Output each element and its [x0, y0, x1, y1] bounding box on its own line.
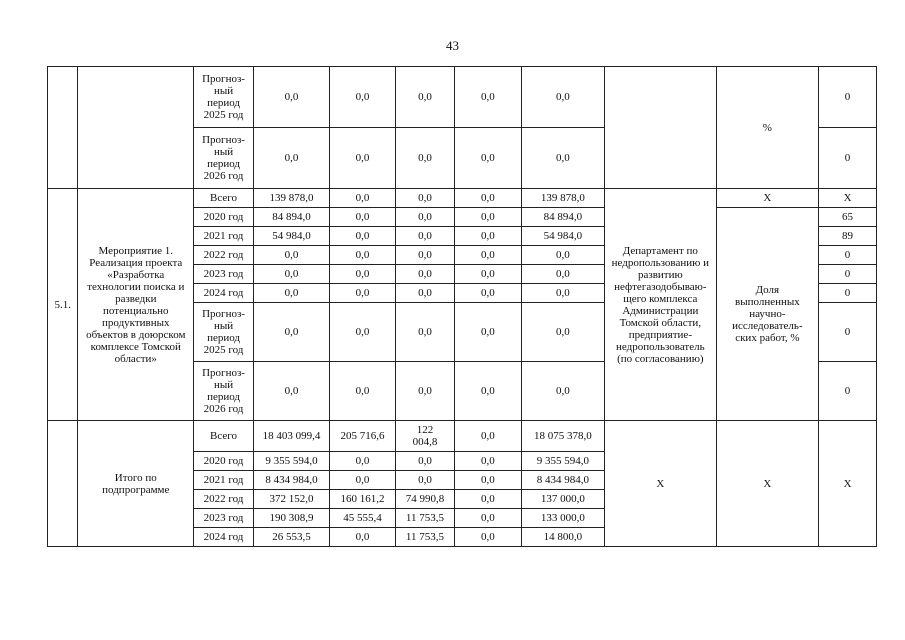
amount-local: 0,0 — [454, 227, 521, 246]
amount-regional: 0,0 — [396, 452, 455, 471]
amount-total: 0,0 — [253, 67, 329, 128]
period-label: 2020 год — [194, 208, 254, 227]
amount-extrabudget: 0,0 — [521, 362, 604, 421]
amount-local: 0,0 — [454, 67, 521, 128]
amount-regional: 0,0 — [396, 284, 455, 303]
period-label: 2024 год — [194, 528, 254, 547]
amount-extrabudget: 0,0 — [521, 265, 604, 284]
period-label: 2021 год — [194, 227, 254, 246]
amount-local: 0,0 — [454, 128, 521, 189]
activity-name: Мероприятие 1. Реализация проекта «Разработка технологии поиска и разведки потенциально продуктивных объектов в доюрском комплексе Томской области» — [78, 189, 194, 421]
amount-total: 0,0 — [253, 265, 329, 284]
executor-cell — [605, 67, 717, 189]
amount-local: 0,0 — [454, 452, 521, 471]
period-label: Прогноз- ный период 2026 год — [194, 128, 254, 189]
amount-extrabudget: 14 800,0 — [521, 528, 604, 547]
amount-extrabudget: 137 000,0 — [521, 490, 604, 509]
amount-extrabudget: 0,0 — [521, 246, 604, 265]
amount-local: 0,0 — [454, 509, 521, 528]
amount-extrabudget: 0,0 — [521, 284, 604, 303]
amount-regional: 0,0 — [396, 246, 455, 265]
amount-federal: 45 555,4 — [330, 509, 396, 528]
indicator-value: 0 — [819, 67, 877, 128]
period-label: Прогноз- ный период 2025 год — [194, 67, 254, 128]
amount-federal: 0,0 — [330, 128, 396, 189]
amount-federal: 0,0 — [330, 246, 396, 265]
indicator-value: 65 — [819, 208, 877, 227]
amount-regional: 0,0 — [396, 265, 455, 284]
amount-federal: 0,0 — [330, 265, 396, 284]
indicator-value: 89 — [819, 227, 877, 246]
amount-federal: 205 716,6 — [330, 421, 396, 452]
amount-regional: 0,0 — [396, 208, 455, 227]
total-label: Итого по подпрограмме — [78, 421, 194, 547]
amount-regional: 0,0 — [396, 128, 455, 189]
page-number: 43 — [446, 38, 459, 53]
total-indicator-x: Х — [716, 421, 818, 547]
table-row — [48, 189, 877, 208]
amount-extrabudget: 0,0 — [521, 128, 604, 189]
amount-local: 0,0 — [454, 189, 521, 208]
amount-total: 0,0 — [253, 128, 329, 189]
amount-local: 0,0 — [454, 284, 521, 303]
amount-federal: 0,0 — [330, 189, 396, 208]
amount-extrabudget: 139 878,0 — [521, 189, 604, 208]
indicator-value: 0 — [819, 362, 877, 421]
period-label: 2023 год — [194, 265, 254, 284]
total-executor-x: Х — [605, 421, 717, 547]
amount-total: 54 984,0 — [253, 227, 329, 246]
indicator-unit: % — [716, 67, 818, 189]
amount-regional: 122 004,8 — [396, 421, 455, 452]
amount-federal: 0,0 — [330, 208, 396, 227]
activity-number-cell — [48, 67, 78, 189]
period-label: 2024 год — [194, 284, 254, 303]
indicator-value: 0 — [819, 303, 877, 362]
activity-name-cell — [78, 67, 194, 189]
amount-federal: 0,0 — [330, 471, 396, 490]
indicator-value: 0 — [819, 265, 877, 284]
amount-extrabudget: 0,0 — [521, 67, 604, 128]
amount-extrabudget: 8 434 984,0 — [521, 471, 604, 490]
period-label: Всего — [194, 189, 254, 208]
amount-extrabudget: 9 355 594,0 — [521, 452, 604, 471]
amount-federal: 0,0 — [330, 303, 396, 362]
amount-regional: 0,0 — [396, 471, 455, 490]
indicator-value: Х — [819, 189, 877, 208]
period-label: Прогноз- ный период 2025 год — [194, 303, 254, 362]
amount-local: 0,0 — [454, 421, 521, 452]
amount-federal: 160 161,2 — [330, 490, 396, 509]
indicator-name: Доля выполненных научно- исследователь- ских работ, % — [716, 208, 818, 421]
amount-total: 9 355 594,0 — [253, 452, 329, 471]
period-label: 2023 год — [194, 509, 254, 528]
activity-number: 5.1. — [48, 189, 78, 421]
amount-total: 0,0 — [253, 303, 329, 362]
amount-total: 372 152,0 — [253, 490, 329, 509]
amount-extrabudget: 133 000,0 — [521, 509, 604, 528]
budget-table — [47, 66, 877, 547]
indicator-value: 0 — [819, 128, 877, 189]
table-row — [48, 421, 877, 452]
amount-local: 0,0 — [454, 528, 521, 547]
amount-local: 0,0 — [454, 246, 521, 265]
amount-federal: 0,0 — [330, 528, 396, 547]
period-label: Прогноз- ный период 2026 год — [194, 362, 254, 421]
period-label: 2022 год — [194, 246, 254, 265]
amount-local: 0,0 — [454, 303, 521, 362]
amount-total: 26 553,5 — [253, 528, 329, 547]
amount-total: 0,0 — [253, 362, 329, 421]
amount-federal: 0,0 — [330, 227, 396, 246]
table-body — [48, 67, 877, 547]
period-label: 2021 год — [194, 471, 254, 490]
amount-regional: 74 990,8 — [396, 490, 455, 509]
amount-regional: 0,0 — [396, 227, 455, 246]
amount-local: 0,0 — [454, 490, 521, 509]
amount-total: 8 434 984,0 — [253, 471, 329, 490]
amount-federal: 0,0 — [330, 67, 396, 128]
amount-regional: 11 753,5 — [396, 509, 455, 528]
amount-total: 0,0 — [253, 284, 329, 303]
amount-total: 139 878,0 — [253, 189, 329, 208]
table-row — [48, 67, 877, 128]
indicator-value: 0 — [819, 284, 877, 303]
total-number-cell — [48, 421, 78, 547]
amount-federal: 0,0 — [330, 452, 396, 471]
amount-extrabudget: 54 984,0 — [521, 227, 604, 246]
period-label: 2022 год — [194, 490, 254, 509]
amount-total: 84 894,0 — [253, 208, 329, 227]
indicator-name-x: Х — [716, 189, 818, 208]
amount-local: 0,0 — [454, 471, 521, 490]
amount-local: 0,0 — [454, 265, 521, 284]
period-label: 2020 год — [194, 452, 254, 471]
amount-federal: 0,0 — [330, 362, 396, 421]
amount-extrabudget: 84 894,0 — [521, 208, 604, 227]
amount-extrabudget: 0,0 — [521, 303, 604, 362]
indicator-value: 0 — [819, 246, 877, 265]
executor: Департамент по недропользованию и развитию нефтегазодобываю- щего комплекса Администрации Томской области, предприятие- недропользователь (по согласованию) — [605, 189, 717, 421]
amount-regional: 0,0 — [396, 303, 455, 362]
amount-regional: 0,0 — [396, 67, 455, 128]
amount-local: 0,0 — [454, 208, 521, 227]
amount-regional: 0,0 — [396, 362, 455, 421]
amount-regional: 11 753,5 — [396, 528, 455, 547]
amount-local: 0,0 — [454, 362, 521, 421]
amount-total: 190 308,9 — [253, 509, 329, 528]
period-label: Всего — [194, 421, 254, 452]
amount-extrabudget: 18 075 378,0 — [521, 421, 604, 452]
amount-total: 18 403 099,4 — [253, 421, 329, 452]
amount-federal: 0,0 — [330, 284, 396, 303]
amount-regional: 0,0 — [396, 189, 455, 208]
amount-total: 0,0 — [253, 246, 329, 265]
total-value-x: Х — [819, 421, 877, 547]
